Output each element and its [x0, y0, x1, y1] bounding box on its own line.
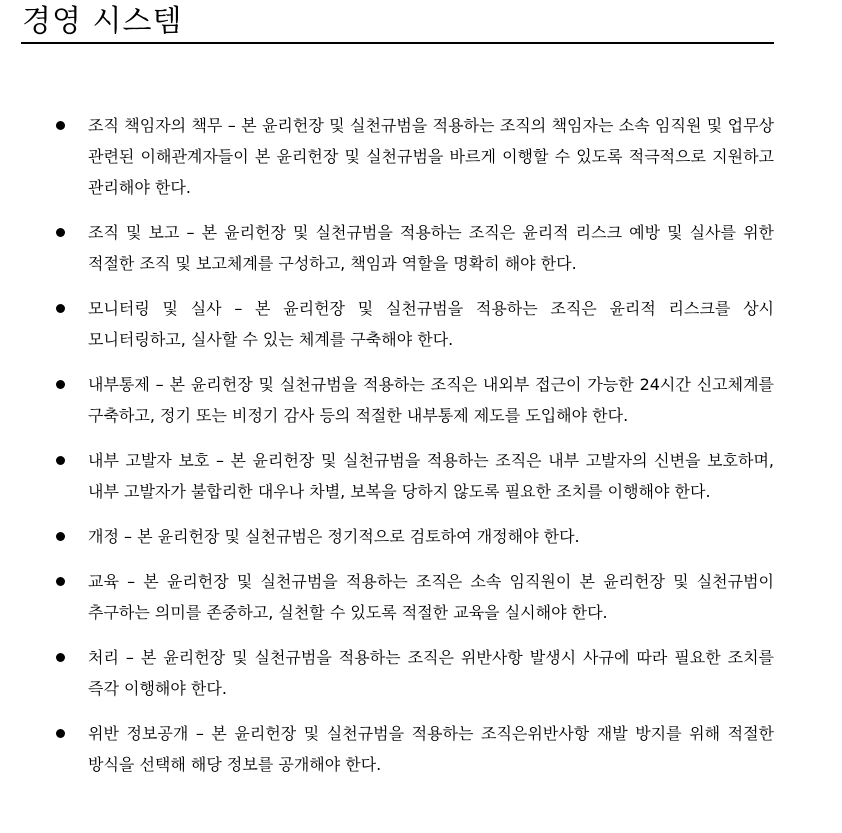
list-item-text: 처리 – 본 윤리헌장 및 실천규범을 적용하는 조직은 위반사항 발생시 사규에 따라 필요한 조치를 즉각 이행해야 한다. — [88, 648, 774, 698]
bullet-list — [0, 110, 842, 794]
list-item-text: 조직 및 보고 – 본 윤리헌장 및 실천규범을 적용하는 조직은 윤리적 리스크 예방 및 실사를 위한 적절한 조직 및 보고체계를 구성하고, 책임과 역할을 명확히 해야 한다. — [88, 223, 774, 273]
list-item-text: 교육 – 본 윤리헌장 및 실천규범을 적용하는 조직은 소속 임직원이 본 윤리헌장 및 실천규범이 추구하는 의미를 존중하고, 실천할 수 있도록 적절한 교육을 실시해야 한다. — [88, 572, 774, 622]
list-item — [0, 445, 842, 507]
bullet-dot-icon — [56, 456, 65, 465]
list-item — [0, 293, 842, 355]
list-item-text: 위반 정보공개 – 본 윤리헌장 및 실천규범을 적용하는 조직은위반사항 재발 방지를 위해 적절한 방식을 선택해 해당 정보를 공개해야 한다. — [88, 724, 774, 774]
list-item-text: 모니터링 및 실사 – 본 윤리헌장 및 실천규범을 적용하는 조직은 윤리적 리스크를 상시 모니터링하고, 실사할 수 있는 체계를 구축해야 한다. — [88, 299, 774, 349]
list-item — [0, 642, 842, 704]
list-item-text: 조직 책임자의 책무 – 본 윤리헌장 및 실천규범을 적용하는 조직의 책임자는 소속 임직원 및 업무상 관련된 이해관계자들이 본 윤리헌장 및 실천규범을 바르게 이행할 수 있도록 적극적으로 지원하고 관리해야 한다. — [88, 116, 774, 197]
bullet-dot-icon — [56, 532, 65, 541]
bullet-dot-icon — [56, 304, 65, 313]
bullet-dot-icon — [56, 729, 65, 738]
list-item — [0, 718, 842, 780]
list-item — [0, 566, 842, 628]
list-item — [0, 110, 842, 203]
list-item-text: 내부 고발자 보호 – 본 윤리헌장 및 실천규범을 적용하는 조직은 내부 고발자의 신변을 보호하며, 내부 고발자가 불합리한 대우나 차별, 보복을 당하지 않도록 필요한 조치를 이행해야 한다. — [88, 451, 774, 501]
title-underline — [21, 42, 774, 44]
list-item-text: 개정 – 본 윤리헌장 및 실천규범은 정기적으로 검토하여 개정해야 한다. — [88, 527, 580, 546]
list-item — [0, 521, 842, 552]
list-item — [0, 369, 842, 431]
bullet-dot-icon — [56, 380, 65, 389]
bullet-dot-icon — [56, 228, 65, 237]
list-item-text: 내부통제 – 본 윤리헌장 및 실천규범을 적용하는 조직은 내외부 접근이 가능한 24시간 신고체계를 구축하고, 정기 또는 비정기 감사 등의 적절한 내부통제 제도를 도입해야 한다. — [88, 375, 774, 425]
page-title: 경영 시스템 — [22, 4, 183, 39]
bullet-dot-icon — [56, 653, 65, 662]
bullet-dot-icon — [56, 121, 65, 130]
list-item — [0, 217, 842, 279]
bullet-dot-icon — [56, 577, 65, 586]
